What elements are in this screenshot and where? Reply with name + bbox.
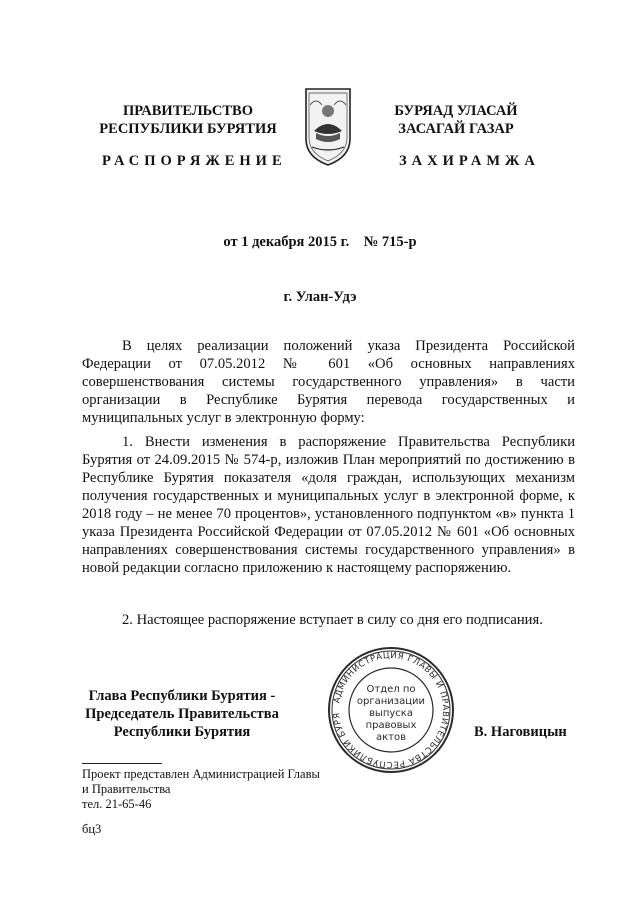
header-right-line2: ЗАСАГАЙ ГАЗАР [398, 121, 514, 137]
item-2-paragraph [82, 611, 575, 629]
stamp-center-line2: организации [356, 696, 426, 707]
item-1-text: 1. Внести изменения в распоряжение Правительства Республики Бурятия от 24.09.2015 № 574-р, изложив План мероприятий по достижению в Республике Бурятия показателя «доля граждан, использующих механизм получения государственных и муниципальных услуг в электронной форме, к 2018 году – не менее 70 процентов», установленного подпунктом «в» пункта 1 указа Президента Российской Федерации от 07.05.2012 № 601 «Об основных направлениях совершенствования системы государственного управления» в новой редакции согласно приложению к настоящему распоряжению. [82, 434, 575, 576]
document-date-number: от 1 декабря 2015 г. № 715-р [223, 234, 417, 250]
signatory-title [82, 687, 282, 741]
signatory-title-line3: Республики Бурятия [113, 724, 251, 740]
signatory-title-line1: Глава Республики Бурятия - [88, 688, 276, 704]
buryatia-coat-of-arms-icon [302, 87, 354, 167]
header-left-org [98, 102, 278, 138]
stamp-center-line3: выпуска [369, 708, 413, 719]
footer-note [82, 767, 382, 812]
header-right-doc-type: ЗАХИРАМЖА [399, 153, 540, 169]
preamble-text: В целях реализации положений указа Президента Российской Федерации от 07.05.2012 № 601 «Об основных направлениях совершенствования системы государственного управления» в части организации в Республике Бурятия перевода государственных и муниципальных услуг в электронную форму: [82, 338, 575, 426]
footer-code: бц3 [82, 822, 102, 836]
header-left-doc-type: РАСПОРЯЖЕНИЕ [102, 153, 287, 169]
footer-divider [82, 763, 162, 764]
header-right-org [376, 102, 536, 138]
stamp-center-line1: Отдел по [366, 684, 416, 695]
stamp-center-line5: актов [375, 732, 407, 743]
header-left-line1: ПРАВИТЕЛЬСТВО [123, 103, 253, 119]
item-1-paragraph [82, 433, 575, 577]
official-stamp [326, 645, 456, 775]
header-left-line2: РЕСПУБЛИКИ БУРЯТИЯ [99, 121, 277, 137]
stamp-center-line4: правовых [365, 720, 417, 731]
signatory-name: В. Наговицын [474, 724, 567, 740]
footer-line1: Проект представлен Администрацией Главы [82, 767, 320, 781]
header-right-line1: БУРЯАД УЛАСАЙ [394, 103, 518, 119]
signatory-title-line2: Председатель Правительства [85, 706, 279, 722]
item-2-text: 2. Настоящее распоряжение вступает в силу со дня его подписания. [122, 612, 543, 628]
footer-phone: тел. 21-65-46 [82, 797, 152, 811]
stamp-ring-text: АДМИНИСТРАЦИЯ ГЛАВЫ И ПРАВИТЕЛЬСТВА РЕСПУБЛИКИ БУРЯ [331, 650, 451, 770]
footer-line2: и Правительства [82, 782, 171, 796]
preamble-paragraph [82, 337, 575, 427]
document-city: г. Улан-Удэ [283, 289, 357, 305]
